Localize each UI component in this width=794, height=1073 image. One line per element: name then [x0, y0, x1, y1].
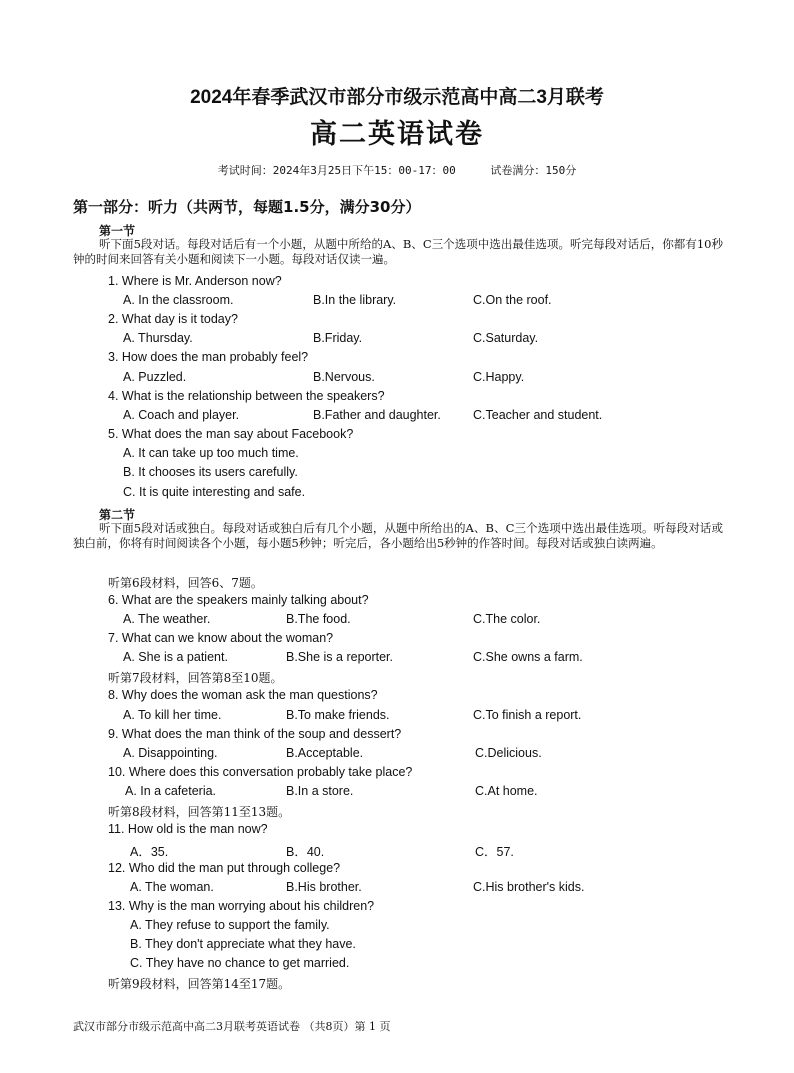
q5-stem: 5. What does the man say about Facebook? — [108, 427, 354, 441]
q10-option-c: C.At home. — [475, 784, 538, 798]
q2-option-a: A. Thursday. — [123, 331, 193, 345]
q12-option-c: C.His brother's kids. — [473, 880, 585, 894]
q11-stem: 11. How old is the man now? — [108, 822, 268, 836]
q4-option-b: B.Father and daughter. — [313, 408, 441, 422]
q13-stem: 13. Why is the man worrying about his children? — [108, 899, 375, 913]
q8-option-c: C.To finish a report. — [473, 708, 582, 722]
q2-option-c: C.Saturday. — [473, 331, 539, 345]
full-score: 试卷满分：150分 — [490, 164, 577, 177]
q11-option-a: A．35. — [130, 845, 169, 859]
exam-subtitle: 高二英语试卷 — [310, 119, 484, 150]
q7-option-b: B.She is a reporter. — [286, 650, 394, 664]
page-footer: 武汉市部分市级示范高中高二3月联考英语试卷 （共8页）第 1 页 — [73, 1020, 391, 1033]
q10-option-a: A. In a cafeteria. — [125, 784, 217, 798]
q2-option-b: B.Friday. — [313, 331, 363, 345]
material-8-note: 听第8段材料，回答第11至13题。 — [108, 805, 291, 819]
q8-option-b: B.To make friends. — [286, 708, 390, 722]
q6-stem: 6. What are the speakers mainly talking about? — [108, 593, 369, 607]
q5-option-a: A. It can take up too much time. — [123, 446, 299, 460]
exam-time: 考试时间：2024年3月25日下午15：00-17：00 — [217, 164, 456, 177]
q12-option-b: B.His brother. — [286, 880, 362, 894]
q6-option-a: A. The weather. — [123, 612, 211, 626]
q11-option-c: C．57. — [475, 845, 514, 859]
section1-title: 第一节 — [99, 224, 136, 238]
section2-instructions: 听下面5段对话或独白。每段对话或独白后有几个小题，从题中所给出的A、B、C三个选项中选出最佳选项。听每段对话或独白前，你将有时间阅读各个小题，每小题5秒钟；听完后，各小题给出5秒钟的作答时间。每段对话或独白读两遍。 — [73, 521, 723, 550]
q9-stem: 9. What does the man think of the soup and dessert? — [108, 727, 402, 741]
q7-option-c: C.She owns a farm. — [473, 650, 583, 664]
q13-option-c: C. They have no chance to get married. — [130, 956, 350, 970]
section2-title: 第二节 — [99, 508, 136, 522]
q2-stem: 2. What day is it today? — [108, 312, 238, 326]
section1-instructions: 听下面5段对话。每段对话后有一个小题，从题中所给的A、B、C三个选项中选出最佳选项。听完每段对话后，你都有10秒钟的时间来回答有关小题和阅读下一小题。每段对话仅读一遍。 — [73, 237, 723, 266]
q1-option-a: A. In the classroom. — [123, 293, 234, 307]
exam-title: 2024年春季武汉市部分市级示范高中高二3月联考 — [190, 87, 604, 108]
q9-option-c: C.Delicious. — [475, 746, 542, 760]
q12-stem: 12. Who did the man put through college? — [108, 861, 341, 875]
q4-option-c: C.Teacher and student. — [473, 408, 603, 422]
q12-option-a: A. The woman. — [130, 880, 214, 894]
material-9-note: 听第9段材料，回答第14至17题。 — [108, 977, 291, 991]
q5-option-b: B. It chooses its users carefully. — [123, 465, 298, 479]
q7-option-a: A. She is a patient. — [123, 650, 228, 664]
q11-option-b: B．40. — [286, 845, 325, 859]
q3-stem: 3. How does the man probably feel? — [108, 350, 309, 364]
q1-stem: 1. Where is Mr. Anderson now? — [108, 274, 282, 288]
exam-meta — [0, 162, 794, 178]
material-6-note: 听第6段材料，回答6、7题。 — [108, 576, 263, 590]
q10-option-b: B.In a store. — [286, 784, 354, 798]
part1-title: 第一部分：听力（共两节，每题1.5分，满分30分） — [73, 198, 421, 216]
q8-option-a: A. To kill her time. — [123, 708, 222, 722]
q3-option-c: C.Happy. — [473, 370, 525, 384]
q13-option-a: A. They refuse to support the family. — [130, 918, 330, 932]
material-7-note: 听第7段材料，回答第8至10题。 — [108, 671, 283, 685]
q6-option-c: C.The color. — [473, 612, 541, 626]
q3-option-a: A. Puzzled. — [123, 370, 187, 384]
q1-option-c: C.On the roof. — [473, 293, 552, 307]
q9-option-a: A. Disappointing. — [123, 746, 218, 760]
q10-stem: 10. Where does this conversation probably take place? — [108, 765, 413, 779]
q3-option-b: B.Nervous. — [313, 370, 375, 384]
q4-option-a: A. Coach and player. — [123, 408, 240, 422]
q13-option-b: B. They don't appreciate what they have. — [130, 937, 356, 951]
q9-option-b: B.Acceptable. — [286, 746, 364, 760]
q6-option-b: B.The food. — [286, 612, 351, 626]
q5-option-c: C. It is quite interesting and safe. — [123, 485, 306, 499]
q4-stem: 4. What is the relationship between the speakers? — [108, 389, 385, 403]
q7-stem: 7. What can we know about the woman? — [108, 631, 334, 645]
q8-stem: 8. Why does the woman ask the man questions? — [108, 688, 378, 702]
q1-option-b: B.In the library. — [313, 293, 397, 307]
